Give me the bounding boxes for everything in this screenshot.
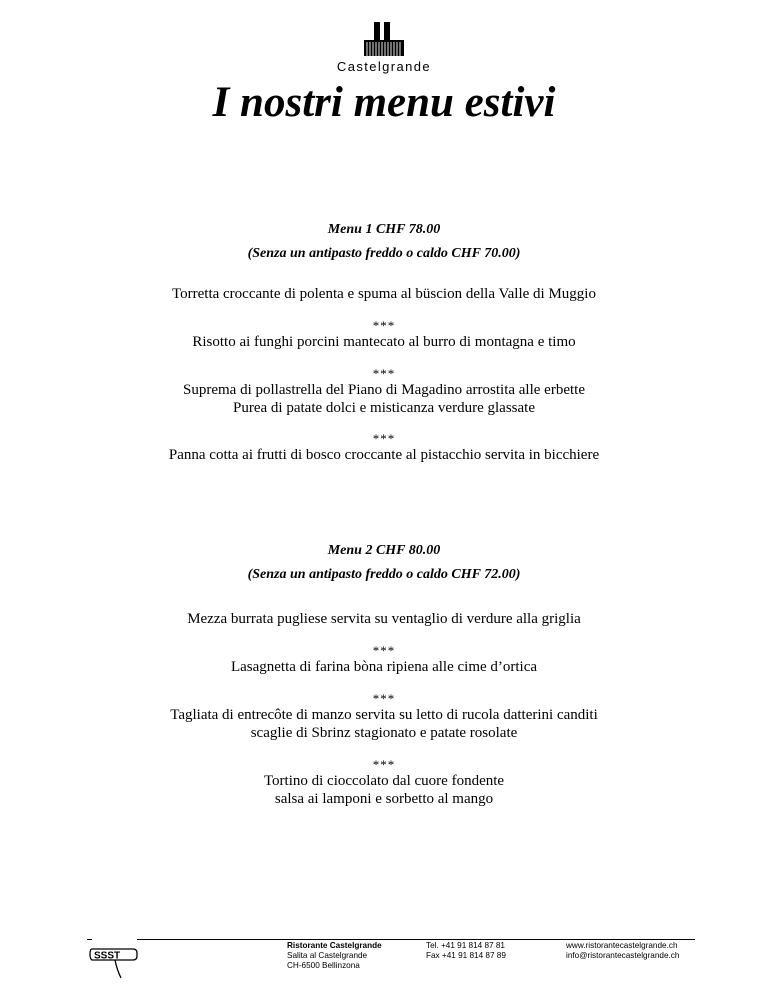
footer-fax: Fax +41 91 814 87 89 xyxy=(426,951,506,960)
menu-1-course-2: Risotto ai funghi porcini mantecato al burro di montagna e timo xyxy=(192,334,576,350)
course-separator: *** xyxy=(372,691,396,706)
course-separator: *** xyxy=(372,757,396,772)
course-separator: *** xyxy=(372,431,396,446)
menu-2-course-3-line-1: Tagliata di entrecôte di manzo servita su letto di rucola datterini canditi xyxy=(170,707,598,723)
course-separator: *** xyxy=(372,366,396,381)
svg-text:SSST: SSST xyxy=(94,950,121,962)
menu-2-course-3-line-2: scaglie di Sbrinz stagionato e patate rosolate xyxy=(250,725,518,741)
footer-city: CH-6500 Bellinzona xyxy=(287,961,360,970)
course-separator: *** xyxy=(372,318,396,333)
footer-website-link[interactable]: www.ristorantecastelgrande.ch xyxy=(566,941,678,950)
footer-tel: Tel. +41 91 814 87 81 xyxy=(426,941,505,950)
brand-name: Castelgrande xyxy=(336,59,432,74)
menu-1-course-3-line-2: Purea di patate dolci e misticanza verdure glassate xyxy=(233,400,535,416)
footer-online xyxy=(566,941,679,961)
menu-2-course-4-line-2: salsa ai lamponi e sorbetto al mango xyxy=(274,791,494,807)
menu-1-course-1: Torretta croccante di polenta e spuma al büscion della Valle di Muggio xyxy=(172,286,596,302)
footer-contact xyxy=(426,941,506,961)
page-title: I nostri menu estivi xyxy=(212,79,556,126)
menu-2-heading: Menu 2 CHF 80.00 xyxy=(327,543,441,558)
menu-1-course-4: Panna cotta ai frutti di bosco croccante al pistacchio servita in bicchiere xyxy=(168,447,600,463)
menu-2-course-2: Lasagnetta di farina bòna ripiena alle cime d’ortica xyxy=(230,659,538,675)
menu-2-course-1: Mezza burrata pugliese servita su ventaglio di verdure alla griglia xyxy=(187,611,581,627)
menu-2-course-4-line-1: Tortino di cioccolato dal cuore fondente xyxy=(263,773,505,789)
ssst-badge-icon xyxy=(88,946,140,980)
footer-email-link[interactable]: info@ristorantecastelgrande.ch xyxy=(566,951,680,960)
menu-1-course-3-line-1: Suprema di pollastrella del Piano di Magadino arrostita alle erbette xyxy=(183,382,585,398)
castelgrande-logo-icon xyxy=(362,22,406,56)
menu-1-heading: Menu 1 CHF 78.00 xyxy=(327,222,441,237)
menu-1-subheading: (Senza un antipasto freddo o caldo CHF 70.00) xyxy=(247,246,521,261)
footer-tick xyxy=(87,939,92,940)
footer-street: Salita al Castelgrande xyxy=(287,951,368,960)
footer-restaurant-name: Ristorante Castelgrande xyxy=(287,941,382,950)
footer-address xyxy=(287,941,382,971)
menu-2-subheading: (Senza un antipasto freddo o caldo CHF 72.00) xyxy=(247,567,521,582)
footer-divider xyxy=(137,939,695,940)
course-separator: *** xyxy=(372,643,396,658)
